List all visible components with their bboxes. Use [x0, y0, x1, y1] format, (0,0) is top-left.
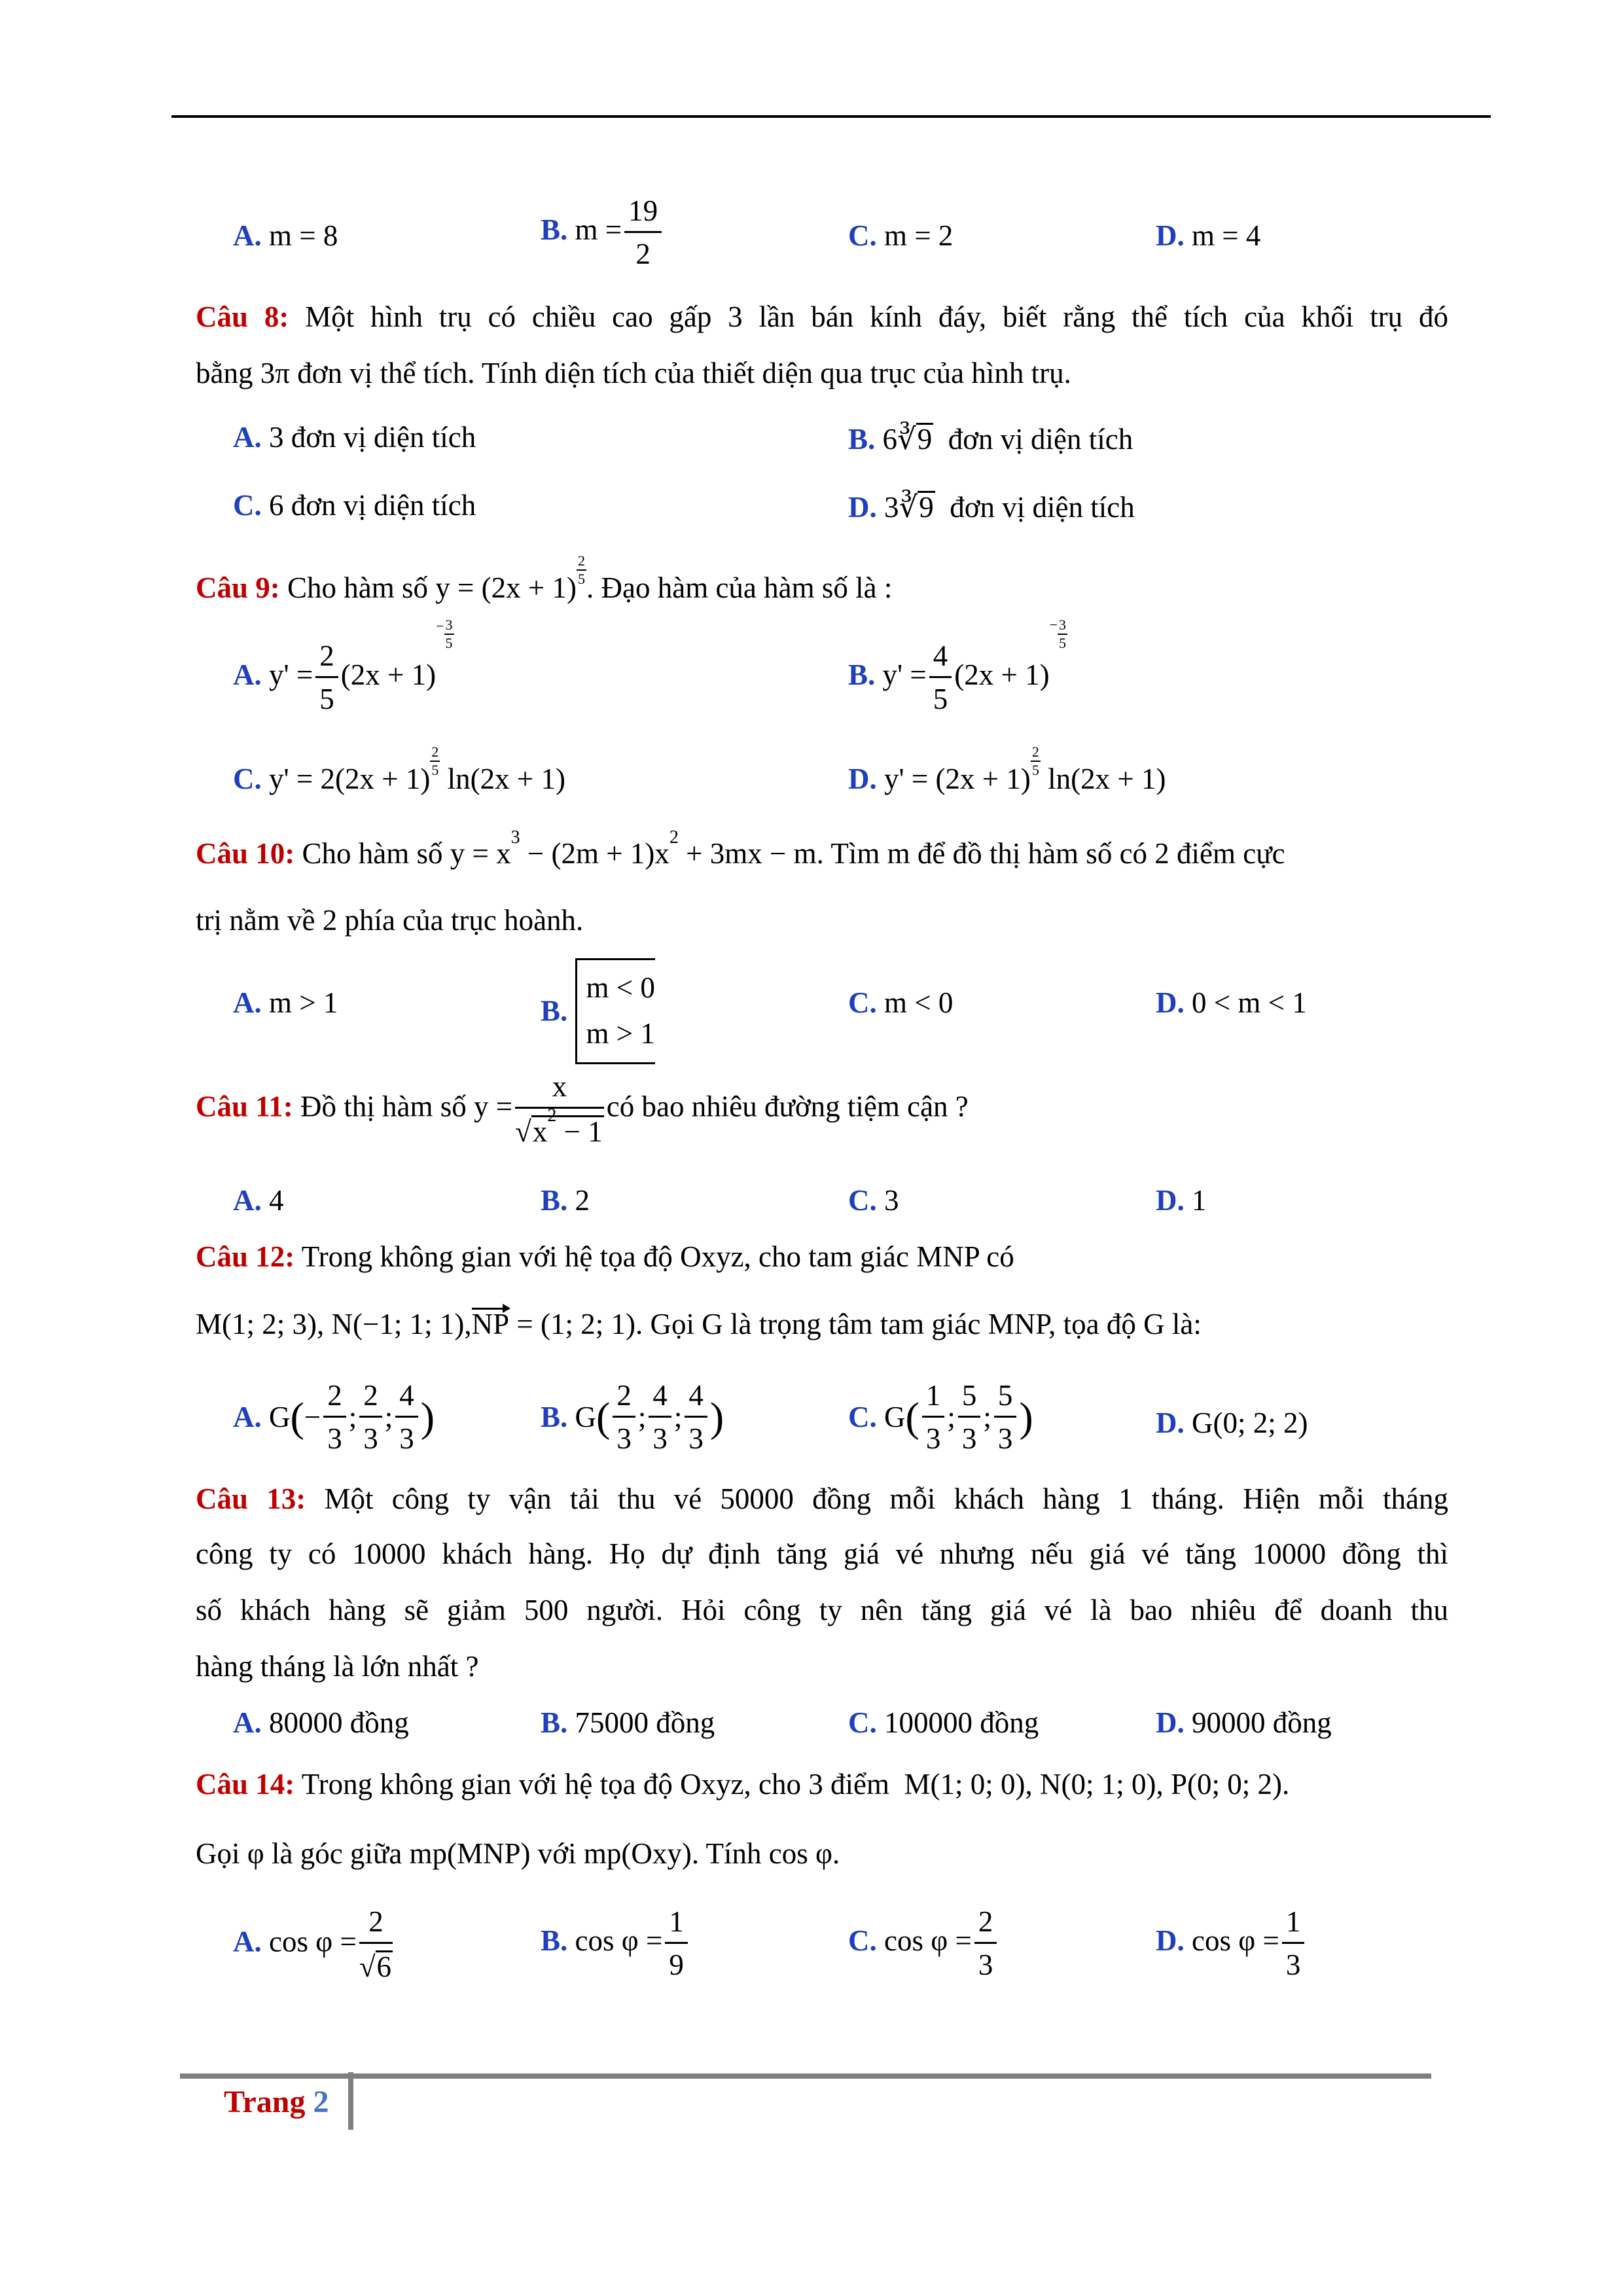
q12-option-b: B. G( $\frac{2}{3}$ ; $\frac{4}{3}$ ; $\frac{4}{3}$ ) — [541, 1379, 724, 1455]
q8-question-line2: bằng 3π đơn vị thể tích. Tính diện tích của thiết diện qua trục của hình trụ. — [196, 357, 1071, 389]
q10-question-line1: Câu 10: Cho hàm số $y = x^3 - (2m + 1)x^2 + 3mx - m$. Tìm m để đồ thị hàm số có 2 điểm cực — [196, 827, 1285, 870]
q13-question-line4: hàng tháng là lớn nhất ? — [196, 1650, 479, 1683]
q13-option-b: B. 75000 đồng — [541, 1706, 715, 1739]
q8-option-b: B. 6∛9 đơn vị diện tích — [848, 423, 1133, 456]
q8-option-c: C. 6 đơn vị diện tích — [233, 489, 476, 522]
q10-option-d: D. 0 < m < 1 — [1156, 986, 1307, 1019]
q14-question-line1: Câu 14: Trong không gian với hệ tọa độ Oxyz, cho 3 điểm M(1; 0; 0), N(0; 1; 0), P(0; 0; 2). — [196, 1768, 1290, 1801]
q14-question-line2: Gọi φ là góc giữa mp(MNP) với mp(Oxy). Tính cos φ. — [196, 1837, 840, 1870]
q13-option-a: A. 80000 đồng — [233, 1706, 409, 1739]
q8-option-a: A. 3 đơn vị diện tích — [233, 421, 476, 454]
q7-option-a: A. m = 8 — [233, 219, 338, 252]
q9-question: Câu 9: Cho hàm số y = (2x + 1) $\frac{2}{5}$ . Đạo hàm của hàm số là : — [196, 552, 893, 604]
q13-question-line3: số khách hàng sẽ giảm 500 người. Hỏi công ty nên tăng giá vé là bao nhiêu để doanh thu — [196, 1594, 1448, 1626]
q11-question: Câu 11: Đồ thị hàm số y = $\frac{x}{√x^2 - 1}$ có bao nhiêu đường tiệm cận ? — [196, 1070, 969, 1148]
q14-option-b: B. cos φ = $\frac{1}{9}$ — [541, 1907, 690, 1980]
q7-option-c: C. m = 2 — [848, 219, 954, 252]
q14-option-a: A. cos φ = $\frac{2}{√6}$ — [233, 1905, 392, 1983]
q12-question-line2: M(1; 2; 3), N(−1; 1; 1),NP = (1; 2; 1). Gọi G là trọng tâm tam giác MNP, tọa độ G là: — [196, 1308, 1202, 1340]
q11-option-d: D. 1 — [1156, 1184, 1207, 1217]
q12-option-a: A. G(− $\frac{2}{3}$ ; $\frac{2}{3}$ ; $\frac{4}{3}$ ) — [233, 1379, 435, 1455]
footer-divider — [348, 2072, 353, 2130]
q8-option-d: D. 3∛9 đơn vị diện tích — [848, 491, 1135, 524]
page-footer — [224, 2084, 329, 2120]
q10-option-c: C. m < 0 — [848, 986, 954, 1019]
q12-option-c: C. G( $\frac{1}{3}$ ; $\frac{5}{3}$ ; $\frac{5}{3}$ ) — [848, 1379, 1033, 1455]
q14-option-d: D. cos φ = $\frac{1}{3}$ — [1156, 1907, 1307, 1980]
q10-option-a: A. m > 1 — [233, 986, 338, 1019]
q8-question-line1: Câu 8: Một hình trụ có chiều cao gấp 3 lần bán kính đáy, biết rằng thể tích của khối trụ đó — [196, 300, 1448, 333]
q9-option-d: D. y' = (2x + 1) $\frac{2}{5}$ ln(2x + 1) — [848, 744, 1166, 795]
q11-option-a: A. 4 — [233, 1184, 284, 1217]
q11-option-c: C. 3 — [848, 1184, 899, 1217]
q7-option-d: D. m = 4 — [1156, 219, 1261, 252]
q10-option-b: B. m < 0 m > 1 — [541, 958, 655, 1064]
footer-label: Trang — [224, 2085, 306, 2119]
header-rule — [171, 115, 1491, 118]
q10-question-line2: trị nằm về 2 phía của trục hoành. — [196, 904, 584, 937]
q12-option-d: D. G(0; 2; 2) — [1156, 1407, 1308, 1439]
q9-option-a: A. y' = $\frac{2}{5}$ (2x + 1)− $\frac{3}{5}$ — [233, 617, 453, 715]
q14-option-c: C. cos φ = $\frac{2}{3}$ — [848, 1907, 999, 1980]
q13-option-d: D. 90000 đồng — [1156, 1706, 1332, 1739]
q13-option-c: C. 100000 đồng — [848, 1706, 1039, 1739]
q11-option-b: B. 2 — [541, 1184, 590, 1217]
q12-question-line1: Câu 12: Trong không gian với hệ tọa độ Oxyz, cho tam giác MNP có — [196, 1240, 1014, 1273]
q7-option-b: B. m = $\frac{19}{2}$ — [541, 196, 664, 269]
q9-option-b: B. y' = $\frac{4}{5}$ (2x + 1)− $\frac{3}{5}$ — [848, 617, 1067, 715]
q9-option-c: C. y' = 2(2x + 1) $\frac{2}{5}$ ln(2x + 1) — [233, 744, 565, 795]
q13-question-line2: công ty có 10000 khách hàng. Họ dự định tăng giá vé nhưng nếu giá vé tăng 10000 đồng thì — [196, 1537, 1448, 1570]
footer-rule — [180, 2073, 1431, 2079]
page-number: 2 — [313, 2085, 329, 2119]
q13-question-line1: Câu 13: Một công ty vận tải thu vé 50000 đồng mỗi khách hàng 1 tháng. Hiện mỗi tháng — [196, 1482, 1449, 1515]
